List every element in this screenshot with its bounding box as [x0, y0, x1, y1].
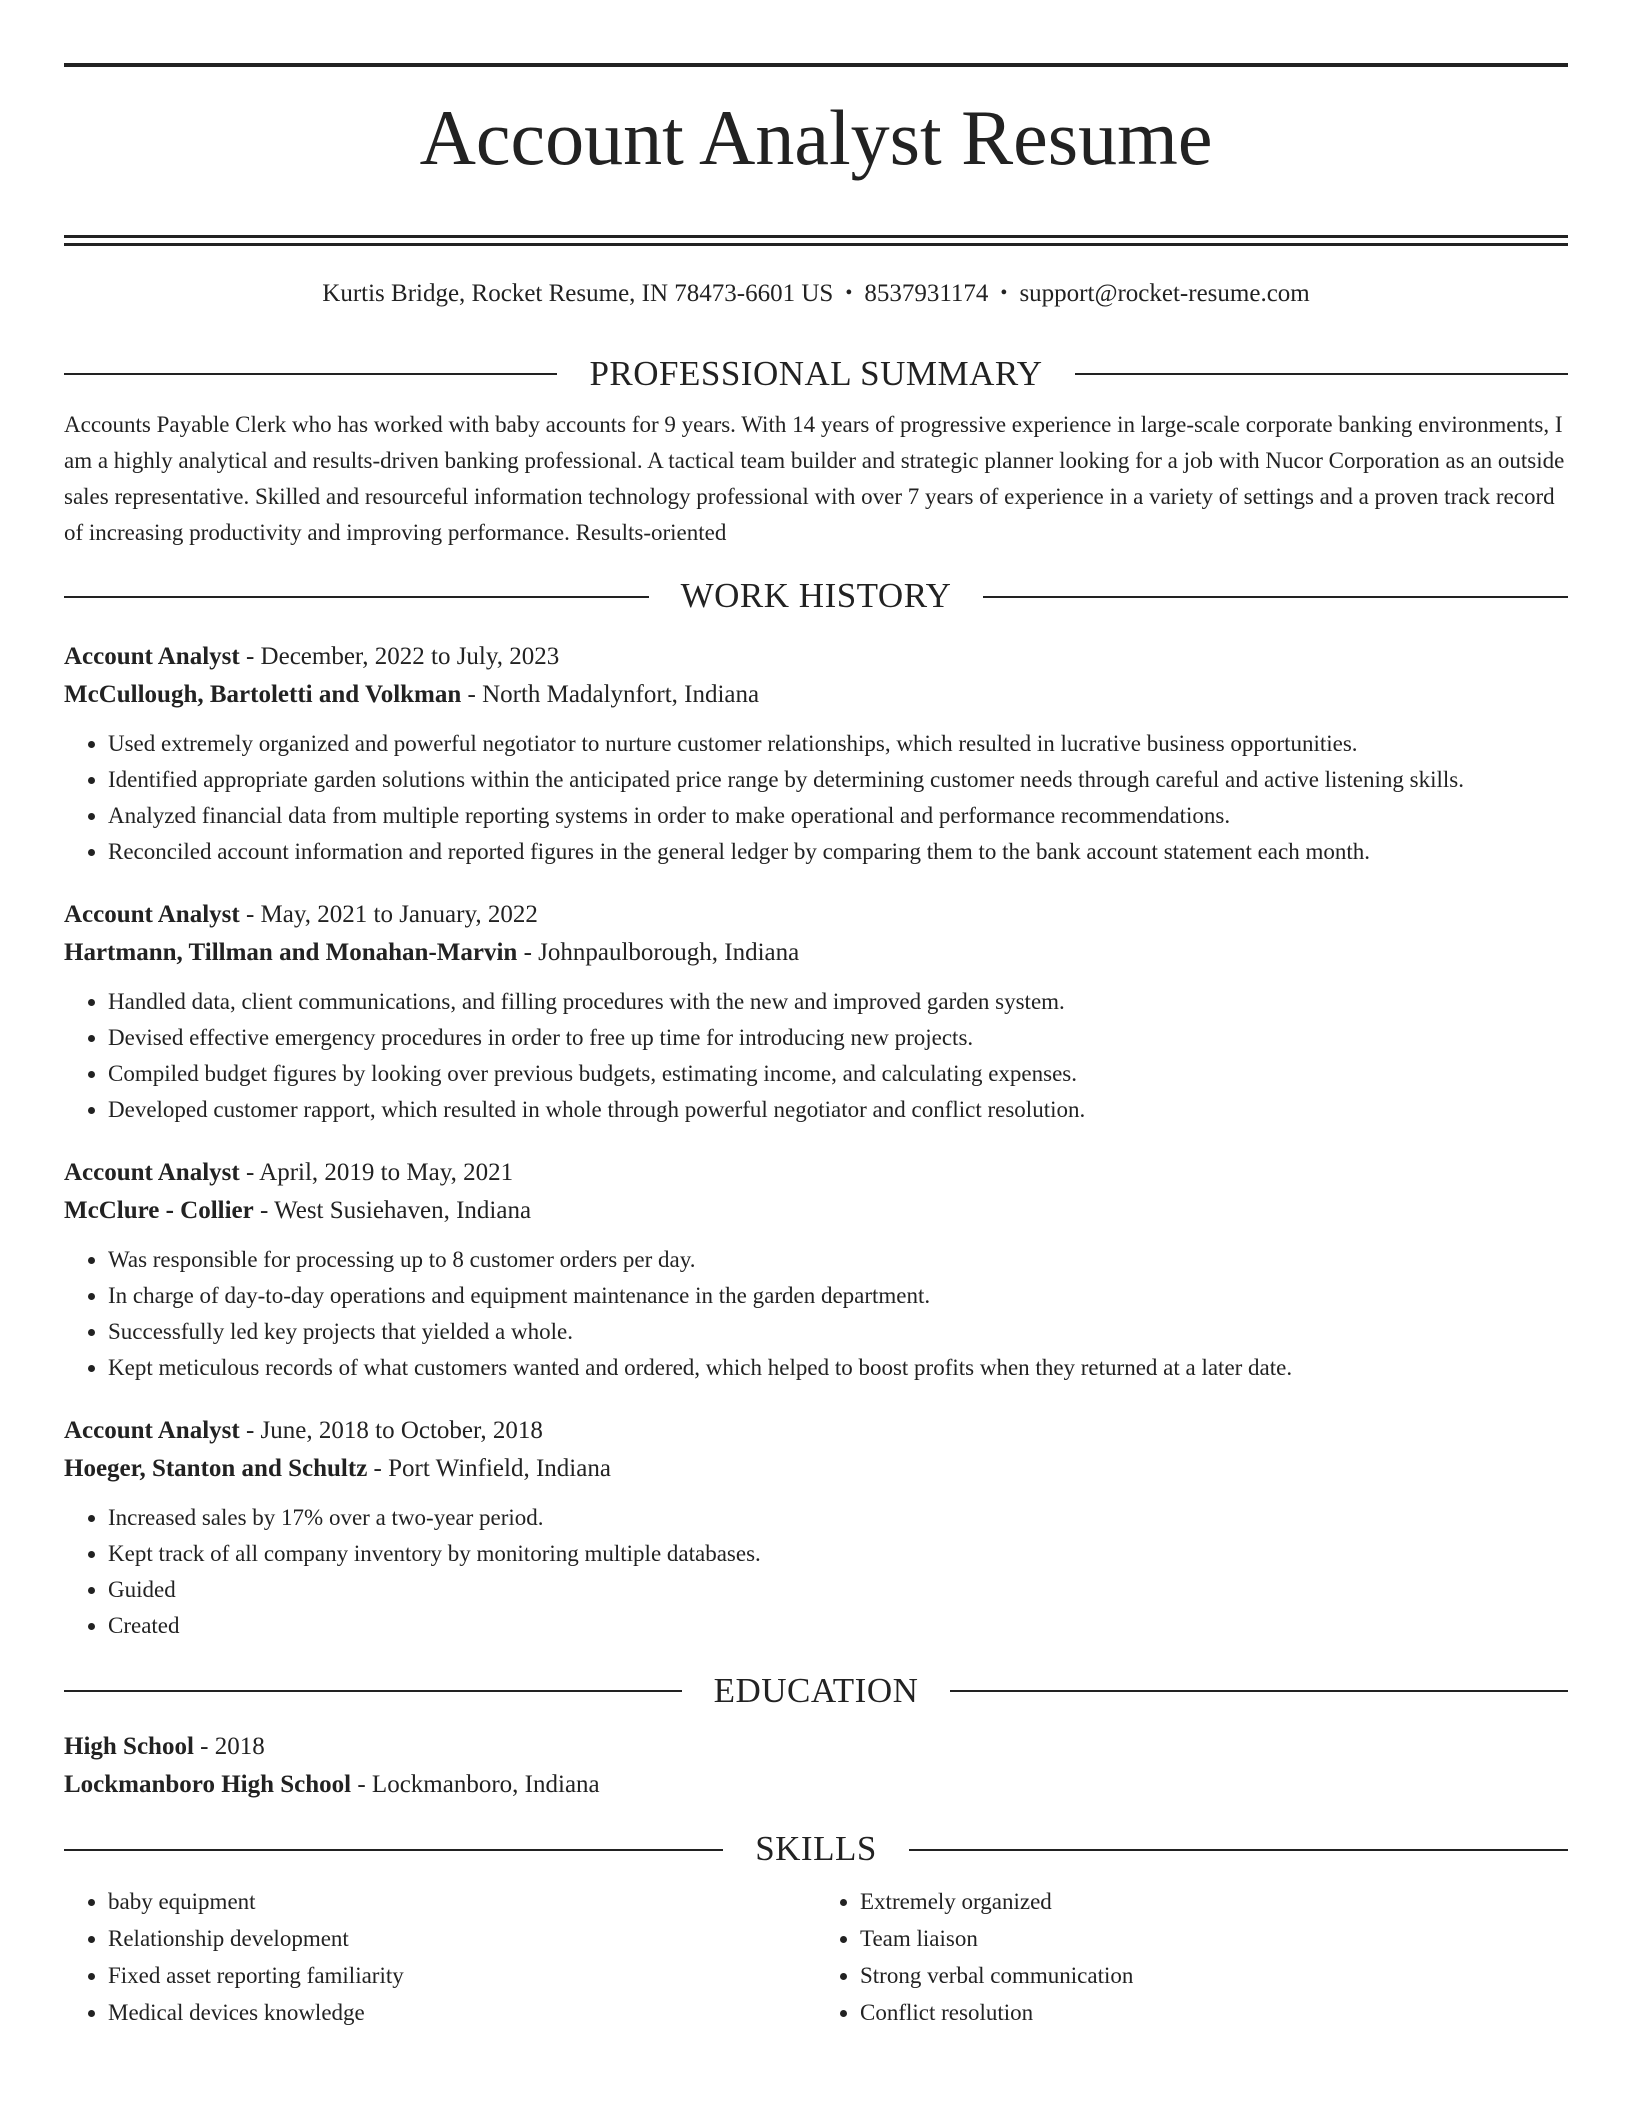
work-history-list — [64, 638, 1568, 1644]
contact-phone: 8537931174 — [864, 280, 989, 308]
skill-item: • Relationship development — [108, 1920, 816, 1957]
education-school-line — [64, 1766, 1568, 1804]
job-bullet: • Used extremely organized and powerful negotiator to nurture customer relationships, which resulted in lucrative business opportunities. — [108, 726, 1568, 762]
education-degree: High School — [64, 1733, 194, 1761]
section-title: WORK HISTORY — [680, 576, 952, 616]
section-title: SKILLS — [755, 1829, 877, 1869]
job-bullets — [64, 1500, 1568, 1644]
title-double-rule — [64, 235, 1568, 246]
job-company: Hartmann, Tillman and Monahan-Marvin — [64, 938, 518, 966]
education-degree-line — [64, 1728, 1568, 1766]
job-bullet: • Created — [108, 1608, 1568, 1644]
skills-column-right — [816, 1883, 1568, 2031]
job-title: Account Analyst — [64, 900, 240, 928]
divider — [64, 1690, 682, 1692]
section-title: EDUCATION — [713, 1670, 919, 1710]
job-title: Account Analyst — [64, 642, 240, 670]
job-bullet: • Handled data, client communications, and filling procedures with the new and improved garden system. — [108, 984, 1568, 1020]
job-bullet: • Increased sales by 17% over a two-year period. — [108, 1500, 1568, 1536]
job-entry — [64, 1154, 1568, 1386]
job-company: McClure - Collier — [64, 1196, 254, 1224]
summary-text: Accounts Payable Clerk who has worked with baby accounts for 9 years. With 14 years of progressive experience in large-scale corporate banking environments, I am a highly analytical and results-driven banking professional. A tactical team builder and strategic planner looking for a job with Nucor Corporation as an outside sales representative. Skilled and resourceful information technology professional with over 7 years of experience in a variety of settings and a proven track record of increasing productivity and improving performance. Results-oriented — [64, 412, 1565, 546]
job-bullet: • Analyzed financial data from multiple reporting systems in order to make operational and performance recommendations. — [108, 798, 1568, 834]
job-company-line — [64, 934, 1568, 972]
skills-column-left — [64, 1883, 816, 2031]
contact-email: support@rocket-resume.com — [1019, 280, 1310, 308]
skill-item: • Team liaison — [860, 1920, 1568, 1957]
job-entry — [64, 1412, 1568, 1644]
job-entry — [64, 896, 1568, 1128]
job-company: McCullough, Bartoletti and Volkman — [64, 680, 462, 708]
job-location: - North Madalynfort, Indiana — [461, 680, 760, 708]
job-location: - West Susiehaven, Indiana — [253, 1196, 532, 1224]
education-year: - 2018 — [193, 1733, 265, 1761]
job-company: Hoeger, Stanton and Schultz — [64, 1454, 368, 1482]
education-location: - Lockmanboro, Indiana — [351, 1771, 600, 1799]
contact-separator: • — [845, 282, 853, 305]
job-location: - Port Winfield, Indiana — [367, 1454, 611, 1482]
job-title: Account Analyst — [64, 1158, 240, 1186]
job-location: - Johnpaulborough, Indiana — [517, 938, 800, 966]
skill-item: • baby equipment — [108, 1883, 816, 1920]
page-title: Account Analyst Resume — [419, 94, 1213, 181]
contact-line — [64, 278, 1568, 311]
resume-page — [64, 0, 1568, 2031]
job-bullet: • Kept track of all company inventory by monitoring multiple databases. — [108, 1536, 1568, 1572]
job-bullet: • Developed customer rapport, which resulted in whole through powerful negotiator and conflict resolution. — [108, 1092, 1568, 1128]
section-header-work — [64, 577, 1568, 616]
section-title: PROFESSIONAL SUMMARY — [589, 353, 1043, 393]
skill-item: • Strong verbal communication — [860, 1957, 1568, 1994]
job-title: Account Analyst — [64, 1416, 240, 1444]
skill-item: • Fixed asset reporting familiarity — [108, 1957, 816, 1994]
job-bullets — [64, 1242, 1568, 1386]
job-company-line — [64, 1192, 1568, 1230]
job-entry — [64, 638, 1568, 870]
job-dates: - December, 2022 to July, 2023 — [239, 642, 560, 670]
divider — [64, 1849, 723, 1851]
job-bullets — [64, 726, 1568, 870]
education-entry — [64, 1728, 1568, 1804]
job-company-line — [64, 676, 1568, 714]
job-bullet: • Successfully led key projects that yielded a whole. — [108, 1314, 1568, 1350]
job-bullet: • Identified appropriate garden solutions within the anticipated price range by determining customer needs through careful and active listening skills. — [108, 762, 1568, 798]
job-bullet: • Kept meticulous records of what customers wanted and ordered, which helped to boost profits when they returned at a later date. — [108, 1350, 1568, 1386]
divider — [64, 373, 557, 375]
section-header-skills — [64, 1830, 1568, 1869]
section-header-education — [64, 1672, 1568, 1711]
job-title-line — [64, 638, 1568, 676]
skill-item: • Conflict resolution — [860, 1994, 1568, 2031]
contact-separator: • — [1000, 282, 1008, 305]
job-title-line — [64, 896, 1568, 934]
job-bullet: • Reconciled account information and reported figures in the general ledger by comparing them to the bank account statement each month. — [108, 834, 1568, 870]
skill-item: • Extremely organized — [860, 1883, 1568, 1920]
job-bullet: • Guided — [108, 1572, 1568, 1608]
job-title-line — [64, 1412, 1568, 1450]
job-dates: - April, 2019 to May, 2021 — [239, 1158, 514, 1186]
divider — [909, 1849, 1568, 1851]
job-company-line — [64, 1450, 1568, 1488]
job-dates: - May, 2021 to January, 2022 — [239, 900, 538, 928]
job-dates: - June, 2018 to October, 2018 — [239, 1416, 543, 1444]
job-bullet: • Compiled budget figures by looking over previous budgets, estimating income, and calculating expenses. — [108, 1056, 1568, 1092]
top-rule — [64, 63, 1568, 67]
job-bullet: • Was responsible for processing up to 8 customer orders per day. — [108, 1242, 1568, 1278]
divider — [1075, 373, 1568, 375]
divider — [64, 596, 649, 598]
skills-grid — [64, 1883, 1568, 2031]
education-school: Lockmanboro High School — [64, 1771, 352, 1799]
contact-address: Kurtis Bridge, Rocket Resume, IN 78473-6601 US — [322, 280, 834, 308]
section-header-summary — [64, 355, 1568, 394]
job-bullet: • In charge of day-to-day operations and equipment maintenance in the garden department. — [108, 1278, 1568, 1314]
divider — [983, 596, 1568, 598]
job-bullet: • Devised effective emergency procedures in order to free up time for introducing new projects. — [108, 1020, 1568, 1056]
job-title-line — [64, 1154, 1568, 1192]
job-bullets — [64, 984, 1568, 1128]
skill-item: • Medical devices knowledge — [108, 1994, 816, 2031]
divider — [950, 1690, 1568, 1692]
